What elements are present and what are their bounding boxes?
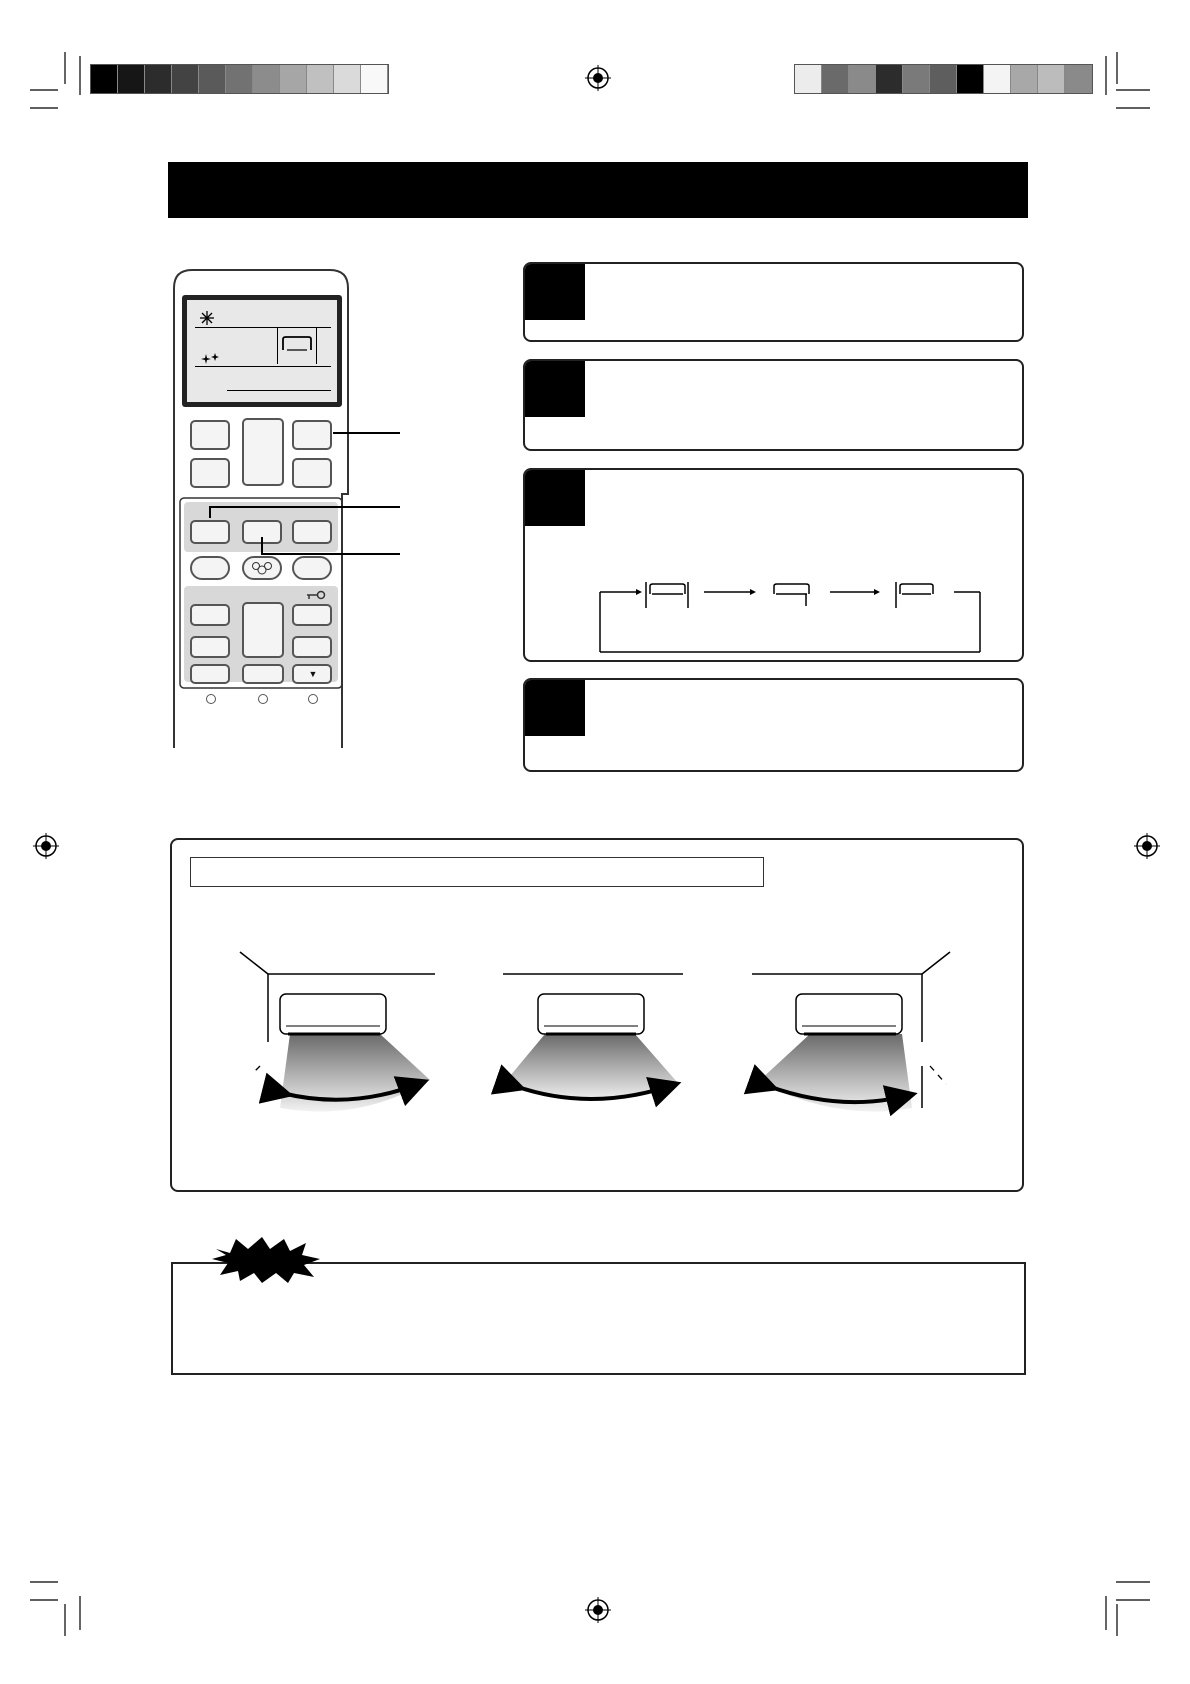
airflow-left-illustration — [240, 952, 435, 1112]
registration-mark-icon — [585, 1597, 611, 1623]
note-burst-icon — [210, 1235, 322, 1285]
airflow-center-illustration — [503, 974, 683, 1101]
step-box-2 — [523, 359, 1024, 451]
step-number-badge — [525, 680, 585, 736]
step-box-4 — [523, 678, 1024, 772]
wifi-icon: ▼ — [308, 668, 318, 679]
louver-cycle-diagram — [590, 572, 990, 656]
step-number-badge — [525, 361, 585, 417]
step-number-badge — [525, 264, 585, 320]
airflow-illustrations — [230, 950, 970, 1130]
registration-mark-icon — [33, 833, 59, 859]
registration-mark-icon — [1134, 833, 1160, 859]
airflow-right-illustration — [752, 952, 950, 1112]
step-box-1 — [523, 262, 1024, 342]
airflow-info-title-box — [190, 857, 764, 887]
step-number-badge — [525, 470, 585, 526]
